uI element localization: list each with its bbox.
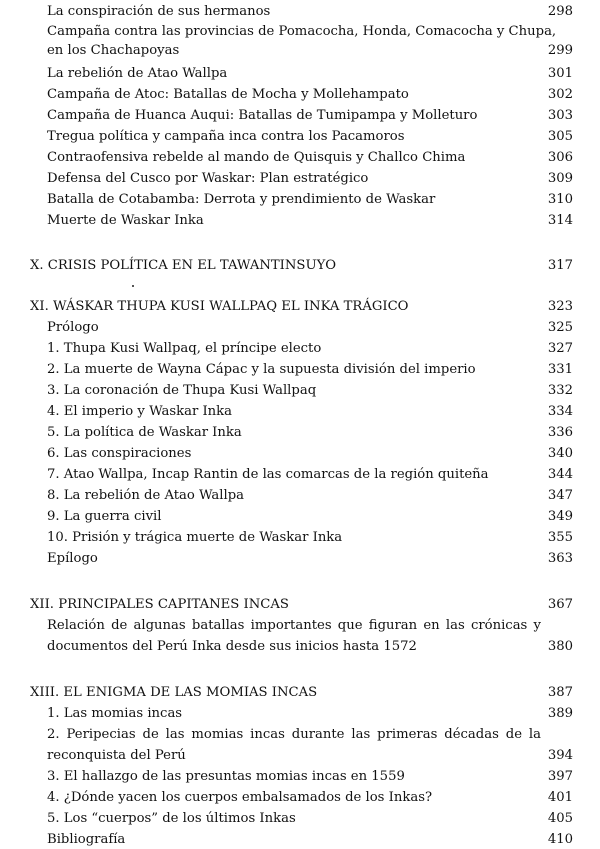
toc-chapter-title: XII. PRINCIPALES CAPITANES INCAS [30,597,289,612]
toc-entry-title: 2. Peripecias de las momias incas durante las primeras décadas de la [47,727,541,742]
toc-chapter [0,299,600,315]
toc-entry [0,530,600,546]
toc-chapter-page: 387 [547,685,573,700]
toc-entry [0,171,600,187]
toc-entry-page: 380 [547,639,573,654]
toc-entry [0,320,600,336]
toc-entry-title: 3. El hallazgo de las presuntas momias incas en 1559 [47,769,405,784]
toc-entry [0,467,600,483]
toc-entry-title: 1. Thupa Kusi Wallpaq, el príncipe electo [47,341,322,356]
toc-entry [0,811,600,827]
toc-chapter-page: 323 [547,299,573,314]
toc-entry-title: Defensa del Cusco por Waskar: Plan estratégico [47,171,369,186]
toc-entry [0,341,600,357]
toc-entry-title: Contraofensiva rebelde al mando de Quisquis y Challco Chima [47,150,466,165]
toc-entry-title: 8. La rebelión de Atao Wallpa [47,488,245,503]
toc-entry [0,404,600,420]
toc-entry-page: 327 [547,341,573,356]
toc-entry-page: 306 [547,150,573,165]
toc-chapter [0,597,600,613]
toc-entry-title: Batalla de Cotabamba: Derrota y prendimiento de Waskar [47,192,436,207]
toc-entry [0,618,600,634]
toc-entry-title: documentos del Perú Inka desde sus inicios hasta 1572 [47,639,417,654]
toc-entry [0,790,600,806]
toc-entry-page: 314 [547,213,573,228]
toc-entry [0,150,600,166]
toc-entry-page: 310 [547,192,573,207]
toc-entry-page: 325 [547,320,573,335]
toc-entry [0,488,600,504]
toc-entry-page: 394 [547,748,573,763]
toc-entry-page: 405 [547,811,573,826]
toc-entry-title: La rebelión de Atao Wallpa [47,66,228,81]
toc-entry-title: 4. El imperio y Waskar Inka [47,404,233,419]
toc-entry-page: 332 [547,383,573,398]
toc-chapter-title: XIII. EL ENIGMA DE LAS MOMIAS INCAS [30,685,318,700]
toc-entry-page: 303 [547,108,573,123]
toc-entry-title: 1. Las momias incas [47,706,183,721]
toc-entry-page: 410 [547,832,573,847]
toc-entry [0,551,600,567]
toc-entry [0,87,600,103]
toc-entry-title: 7. Atao Wallpa, Incap Rantin de las comarcas de la región quiteña [47,467,489,482]
toc-entry-page: 347 [547,488,573,503]
toc-entry-title: Campaña de Atoc: Batallas de Mocha y Mollehampato [47,87,409,102]
toc-entry-title: Epílogo [47,551,98,566]
toc-entry [0,639,600,655]
toc-entry-title: 10. Prisión y trágica muerte de Waskar Inka [47,530,343,545]
toc-entry-title: 2. La muerte de Wayna Cápac y la supuesta división del imperio [47,362,476,377]
toc-entry-title: en los Chachapoyas [47,43,180,58]
toc-entry-page: 301 [547,66,573,81]
toc-entry [0,383,600,399]
toc-entry-title: 4. ¿Dónde yacen los cuerpos embalsamados de los Inkas? [47,790,433,805]
toc-entry-title: Tregua política y campaña inca contra los Pacamoros [47,129,405,144]
toc-entry-page: 389 [547,706,573,721]
toc-entry [0,43,600,59]
toc-entry-page: 309 [547,171,573,186]
toc-entry-page: 355 [547,530,573,545]
toc-entry-page: 363 [547,551,573,566]
toc-entry-title: 5. La política de Waskar Inka [47,425,242,440]
toc-entry-page: 334 [547,404,573,419]
toc-entry-title: La conspiración de sus hermanos [47,4,271,19]
toc-entry-page: 340 [547,446,573,461]
toc-entry-page: 298 [547,4,573,19]
toc-entry-title: reconquista del Perú [47,748,186,763]
toc-entry [0,213,600,229]
toc-entry [0,509,600,525]
toc-entry [0,66,600,82]
toc-entry-page: 336 [547,425,573,440]
toc-entry [0,446,600,462]
toc-entry [0,24,600,40]
toc-entry-page: 344 [547,467,573,482]
toc-entry-page: 349 [547,509,573,524]
toc-entry [0,129,600,145]
toc-entry-title: 5. Los “cuerpos” de los últimos Inkas [47,811,296,826]
toc-entry-page: 397 [547,769,573,784]
toc-chapter [0,258,600,274]
toc-entry-title: Campaña contra las provincias de Pomacocha, Honda, Comacocha y Chupa, [47,24,557,39]
toc-entry-page: 401 [547,790,573,805]
toc-entry [0,4,600,20]
toc-entry-page: 305 [547,129,573,144]
toc-entry [0,108,600,124]
scan-speck [132,285,134,287]
toc-entry-title: Prólogo [47,320,99,335]
toc-entry-title: 6. Las conspiraciones [47,446,192,461]
toc-entry-title: Campaña de Huanca Auqui: Batallas de Tumipampa y Molleturo [47,108,478,123]
toc-entry-page: 299 [547,43,573,58]
toc-chapter-title: X. CRISIS POLÍTICA EN EL TAWANTINSUYO [30,258,337,273]
toc-entry-page: 331 [547,362,573,377]
toc-entry-page: 302 [547,87,573,102]
toc-entry [0,425,600,441]
toc-entry [0,769,600,785]
toc-chapter-title: XI. WÁSKAR THUPA KUSI WALLPAQ EL INKA TRÁGICO [30,299,409,314]
toc-entry-title: 3. La coronación de Thupa Kusi Wallpaq [47,383,317,398]
toc-entry [0,192,600,208]
toc-entry [0,748,600,764]
toc-entry-title: Bibliografía [47,832,126,847]
toc-entry [0,832,600,848]
toc-entry [0,362,600,378]
toc-entry [0,727,600,743]
toc-entry [0,706,600,722]
toc-entry-title: Relación de algunas batallas importantes que figuran en las crónicas y [47,618,541,633]
toc-entry-title: 9. La guerra civil [47,509,162,524]
toc-chapter-page: 367 [547,597,573,612]
toc-chapter [0,685,600,701]
toc-entry-title: Muerte de Waskar Inka [47,213,204,228]
toc-chapter-page: 317 [547,258,573,273]
